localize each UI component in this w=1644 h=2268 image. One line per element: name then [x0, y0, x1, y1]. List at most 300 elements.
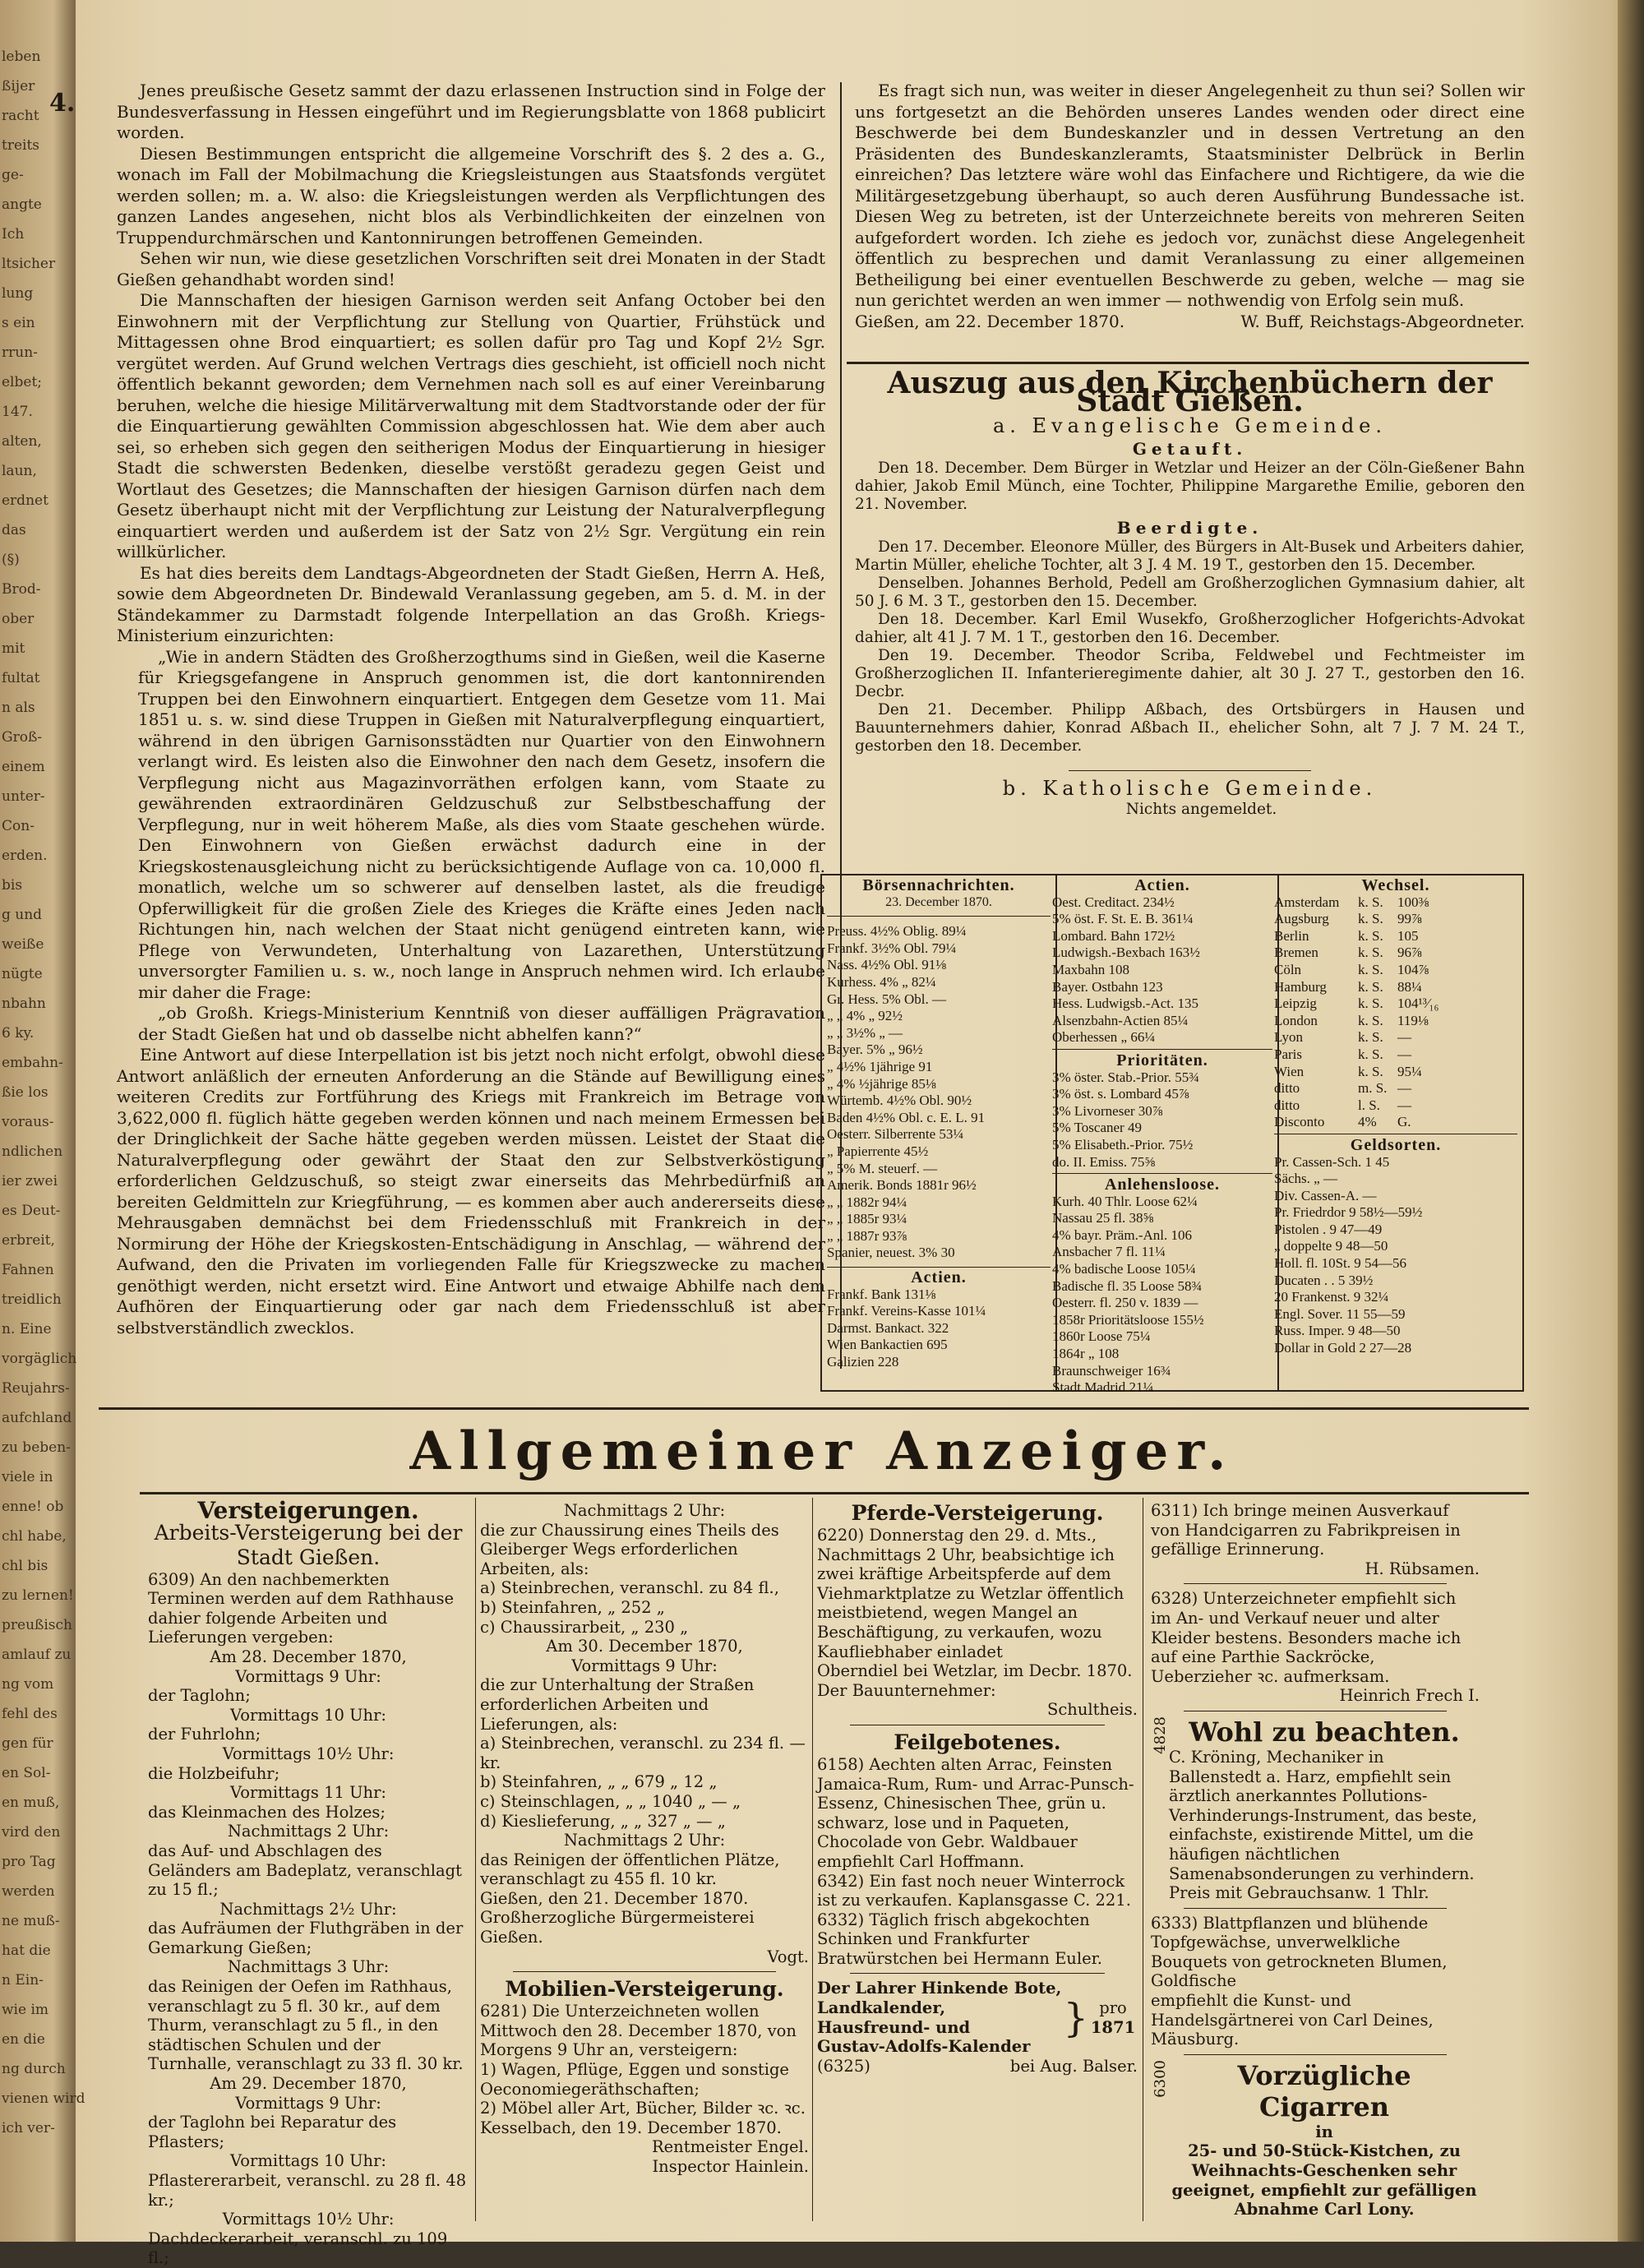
binding-fragment: Reujahrs- — [2, 1380, 70, 1397]
exchange-cell: l. S. — [1358, 1097, 1380, 1113]
binding-fragment: lung — [2, 285, 34, 302]
ad-line: a) Steinbrechen, veranschl. zu 234 fl. — kr. — [480, 1734, 806, 1772]
exchange-cell: k. S. — [1358, 995, 1383, 1012]
signature-name: W. Buff, Reichstags-Abgeordneter. — [1240, 311, 1525, 331]
ad-code: 4828 — [1152, 1716, 1169, 1754]
ad-line: 6311) Ich bringe meinen Ausverkauf von Handcigarren zu Fabrikpreisen in gefällige Erinnerung. — [1151, 1501, 1461, 1559]
exchange-cell: 100⅜ — [1397, 894, 1429, 910]
ad-line: Am 30. December 1870, — [546, 1637, 743, 1656]
exchange-cell: k. S. — [1358, 1029, 1383, 1046]
exchange-row — [1274, 1064, 1517, 1081]
binding-fragment: ltsicher — [2, 256, 56, 272]
binding-fragment: chl habe, — [2, 1528, 67, 1545]
rule — [1052, 1173, 1272, 1174]
catholic-note: Nichts angemeldet. — [1125, 801, 1277, 818]
binding-fragment: leben — [2, 49, 41, 65]
binding-fragment: treits — [2, 137, 40, 154]
binding-fragment: erden. — [2, 848, 48, 864]
ad-line: Dachdeckerarbeit, veranschl. zu 109 fl.; — [148, 2229, 448, 2268]
exchange-row — [1274, 979, 1517, 996]
ad-line: in — [1315, 2122, 1333, 2141]
exchange-cell: 95¼ — [1397, 1063, 1422, 1079]
quote-row: Div. Cassen-A. — — [1274, 1187, 1377, 1203]
quote-row: do. II. Emiss. 75⅝ — [1052, 1153, 1156, 1170]
paragraph: Die Mannschaften der hiesigen Garnison werden seit Anfang October bei den Einwohnern mit der Verpflichtung zur Stellung von Quartier, Frühstück und Mittagessen ohne Brod einquartiert; es sollen dafür pro Tag und Kopf 2½ Sgr. vergütet werden. Auf Grund welchen Vertrags dies geschieht, ist officiell noch nicht öffentlich bekannt geworden; dem Vernehmen nach soll es auf einer Vereinbarung beruhen, welche die hiesige Militärverwaltung mit dem Stadtvorstande oder der für die Einquartierung gewählten Commission abgeschlossen hat. Wie dem aber auch sei, so erheben sich gegen den seitherigen Modus der Einquartierung in hiesiger Stadt die schwersten Bedenken, dieselbe verstößt geradezu gegen Geist und Wortlaut des Gesetzes; die Mannschaften der hiesigen Garnison dürfen nach dem Gesetz überhaupt nicht mit der Verpflichtung zur Leistung der Naturalverpflegung einquartiert werden und außerdem ist der Satz von 2½ Sgr. Vergütung ein rein willkürlicher. — [117, 290, 825, 561]
binding-fragment: Brod- — [2, 581, 41, 598]
exchange-cell: Leipzig — [1274, 995, 1317, 1012]
ad-line: Gustav-Adolfs-Kalender — [817, 2037, 1031, 2057]
binding-fragment: ier zwei — [2, 1173, 58, 1189]
exchange-row — [1274, 1114, 1517, 1131]
ad-line: 6158) Aechten alten Arrac, Feinsten Jamaica-Rum, Rum- und Arrac-Punsch-Essenz, Chinesischen Thee, grün u. schwarz, lose und in Paqueten, Chocolade von Gebr. Waldbauer — [817, 1754, 1134, 1852]
ad-line: empfiehlt die Kunst- und Handelsgärtnerei von Carl Deines, Mäusburg. — [1151, 1991, 1434, 2049]
binding-fragment: erdnet — [2, 492, 48, 509]
binding-fragment: en muß, — [2, 1795, 60, 1811]
quote-row: Badische fl. 35 Loose 58¾ — [1052, 1277, 1203, 1294]
exchange-row — [1274, 928, 1517, 945]
rule — [1052, 1049, 1272, 1050]
ad-line: 25- und 50-Stück-Kistchen, zu Weihnachts-Geschenken sehr geeignet, empfiehlt zur gefälligen Abnahme Carl Lony. — [1171, 2141, 1477, 2219]
rule — [1184, 1583, 1447, 1584]
ad-line: Vormittags 10½ Uhr: — [222, 1744, 395, 1763]
binding-fragment: preußisch — [2, 1617, 73, 1633]
calendar-year: 1871 — [1090, 2017, 1136, 2037]
exchange-cell: ditto — [1274, 1080, 1300, 1097]
ad-line: Kesselbach, den 19. December 1870. — [480, 2118, 782, 2137]
quote-row: Frankf. 3½% Obl. 79¼ — [827, 940, 957, 956]
boerse-title: Börsennachrichten. — [862, 876, 1015, 894]
exchange-row — [1274, 1046, 1517, 1064]
paragraph: Diesen Bestimmungen entspricht die allgemeine Vorschrift des §. 2 des a. G., wonach im Fall der Mobilmachung die Kriegsleistungen aus Staatsfonds vergütet werden sollen; m. a. W. also: die Kriegsleistungen werden als Verpflichtungen des ganzen Landes angesehen, nicht blos als Verbindlichkeiten der einzelnen von Truppendurchmärschen und Kantonnirungen betroffenen Gemeinden. — [117, 143, 825, 247]
binding-fragment: vienen wird — [2, 2090, 85, 2107]
binding-fragment: Ich — [2, 226, 25, 243]
binding-fragment: Fahnen — [2, 1262, 54, 1278]
quote-row: Darmst. Bankact. 322 — [827, 1319, 949, 1336]
rule — [1184, 1908, 1447, 1909]
binding-fragment: g und — [2, 907, 43, 923]
actien-heading: Actien. — [1134, 876, 1190, 894]
binding-fragment: en die — [2, 2031, 45, 2048]
ad-line: Nachmittags 2 Uhr: — [227, 1822, 390, 1841]
quote-row: Oesterr. fl. 250 v. 1839 — — [1052, 1295, 1198, 1311]
binding-fragment: Groß- — [2, 729, 43, 746]
exchange-cell: 104¹³⁄₁₆ — [1397, 995, 1439, 1012]
geldsorten-heading: Geldsorten. — [1350, 1135, 1442, 1154]
binding-fragment: ne muß- — [2, 1913, 60, 1929]
ad-line: b) Steinfahren, „ 252 „ — [480, 1597, 665, 1617]
page-edge — [1618, 0, 1644, 2242]
signature-place: Gießen, am 22. December 1870. — [855, 311, 1125, 331]
ad-line: empfiehlt Carl Hoffmann. — [817, 1851, 1025, 1871]
binding-fragment: n als — [2, 700, 35, 716]
boerse-col-2 — [1047, 875, 1279, 1396]
register-entry: Den 21. December. Philipp Aßbach, des Ortsbürgers in Hausen und Bauunternehmers dahier, Konrad Aßbach II., ehelicher Sohn, alt 7 J. 7 M. 24 T., gestorben den 18. December. — [855, 701, 1525, 755]
ad-line: Rentmeister Engel. — [651, 2137, 809, 2157]
exchange-cell: k. S. — [1358, 1046, 1383, 1062]
quote-row: Amerik. Bonds 1881r 96½ — [827, 1177, 977, 1194]
ad-line: Oberndiel bei Wetzlar, im Decbr. 1870. — [817, 1661, 1133, 1681]
rule — [827, 916, 1051, 917]
quote-row: Pistolen . 9 47—49 — [1274, 1221, 1383, 1237]
quote-row: „ „ 3½% „ — — [827, 1024, 903, 1041]
quote-row: 1860r Loose 75¼ — [1052, 1328, 1151, 1345]
exchange-row — [1274, 945, 1517, 962]
ad-line: 6332) Täglich frisch abgekochten Schinken und Frankfurter Bratwürstchen bei Hermann Euler. — [817, 1910, 1103, 1968]
binding-fragment: werden — [2, 1883, 55, 1900]
binding-fragment: viele in — [2, 1469, 53, 1485]
binding-fragment: racht — [2, 108, 39, 124]
quote-row: Würtemb. 4½% Obl. 90½ — [827, 1092, 972, 1109]
quote-row: Engl. Sover. 11 55—59 — [1274, 1305, 1406, 1322]
exchange-cell: k. S. — [1358, 978, 1383, 995]
quote-row: Bayer. Ostbahn 123 — [1052, 978, 1163, 995]
quote-row: 4% badische Loose 105¼ — [1052, 1261, 1196, 1277]
buried-heading: Beerdigte. — [1116, 518, 1263, 538]
exchange-cell: Cöln — [1274, 961, 1302, 977]
binding-fragment: ndlichen — [2, 1143, 63, 1160]
exchange-cell: — — [1397, 1046, 1411, 1062]
cigar-ad — [1151, 2060, 1480, 2219]
ad-line: 6220) Donnerstag den 29. d. Mts., Nachmittags 2 Uhr, beabsichtige ich zwei kräftige Arbeitspferde auf dem Viehmarktplatze zu Wetzlar öffentlich meistbietend, wegen Mangel an Beschäftigung, zu verkaufen, wozu Kaufliebhaber einladet — [817, 1526, 1124, 1661]
binding-fragment: vird den — [2, 1824, 61, 1841]
ad-line: 6309) An den nachbemerkten Terminen werden auf dem Rathhause dahier folgende Arbeiten und Lieferungen vergeben: — [148, 1569, 455, 1647]
ad-line: b) Steinfahren, „ „ 679 „ 12 „ — [480, 1772, 718, 1792]
exchange-cell: Hamburg — [1274, 978, 1327, 995]
calendar-year-block — [1088, 1998, 1138, 2037]
church-register — [855, 366, 1525, 851]
register-entry: Den 17. December. Eleonore Müller, des Bürgers in Alt-Busek und Arbeiters dahier, Martin Müller, eheliche Tochter, alt 3 J. 4 M. 19 T., gestorben den 15. December. — [855, 538, 1525, 574]
quote-row: Gr. Hess. 5% Obl. — — [827, 991, 946, 1007]
ads-column-3 — [817, 1501, 1138, 2224]
binding-fragment: alten, — [2, 433, 42, 450]
binding-fragment: chl bis — [2, 1558, 48, 1574]
calendar-ad — [817, 1979, 1138, 2056]
binding-fragment: amlauf zu — [2, 1647, 72, 1663]
ad-divider — [475, 1498, 476, 2221]
exchange-row — [1274, 894, 1517, 912]
quote-row: Lombard. Bahn 172½ — [1052, 927, 1175, 944]
ad-line: Großherzogliche Bürgermeisterei Gießen. — [480, 1908, 755, 1947]
quote-row: 5% öst. F. St. E. B. 361¼ — [1052, 911, 1194, 927]
quote-row: 5% Elisabeth.-Prior. 75½ — [1052, 1136, 1194, 1152]
ad-line: die zur Chaussirung eines Theils des Gleiberger Wegs erforderlichen Arbeiten, als: — [480, 1520, 779, 1578]
church-title: Auszug aus den Kirchenbüchern der Stadt Gießen. — [887, 366, 1493, 418]
quote-row: „ „ 1887r 93⅞ — [827, 1227, 907, 1244]
ad-line: das Auf- und Abschlagen des Geländers am Badeplatz, veranschlagt zu 15 fl.; — [148, 1841, 462, 1900]
binding-fragment: zu lernen! — [2, 1587, 74, 1604]
binding-fragment: en Sol- — [2, 1765, 51, 1781]
register-entry: Den 19. December. Theodor Scriba, Feldwebel und Fechtmeister im Großherzoglichen II. Infanterieregimente dahier, alt 30 J. 27 T., gestorben den 16. Decbr. — [855, 647, 1525, 700]
quote-row: Oesterr. Silberrente 53¼ — [827, 1126, 964, 1143]
ad-line: d) Kieslieferung, „ „ 327 „ — „ — [480, 1811, 726, 1831]
ad-code: 6300 — [1152, 2059, 1169, 2098]
quote-row: Dollar in Gold 2 27—28 — [1274, 1340, 1412, 1356]
exchange-cell: m. S. — [1358, 1080, 1388, 1097]
calendar-seller-line — [817, 2057, 1138, 2076]
binding-fragment: ßie los — [2, 1084, 48, 1101]
binding-fragment: ng durch — [2, 2061, 66, 2077]
ad-divider — [812, 1498, 813, 2221]
for-sale-heading: Feilgebotenes. — [894, 1730, 1061, 1754]
page-rule — [99, 1407, 1529, 1410]
quote-row: „ „ 1885r 93¼ — [827, 1211, 907, 1227]
ad-line: Hausfreund- und — [817, 2017, 971, 2037]
ad-line: die Holzbeifuhr; — [148, 1763, 280, 1783]
exchange-cell: k. S. — [1358, 894, 1383, 910]
quote-row: Wien Bankactien 695 — [827, 1337, 948, 1353]
exchange-cell: k. S. — [1358, 1063, 1383, 1079]
ad-line: Landkalender, — [817, 1998, 945, 2018]
quote-row: Bayer. 5% „ 96½ — [827, 1042, 923, 1058]
rule — [1184, 2054, 1447, 2055]
binding-fragment: rrun- — [2, 344, 38, 361]
exchange-cell: 99⅞ — [1397, 911, 1422, 927]
exchange-cell: Amsterdam — [1274, 894, 1340, 910]
ad-line: Gießen, den 21. December 1870. — [480, 1888, 749, 1908]
ad-line: 6281) Die Unterzeichneten wollen Mittwoch den 28. December 1870, von Morgens 9 Uhr an, versteigern: — [480, 2002, 797, 2060]
furniture-auction-heading: Mobilien-Versteigerung. — [505, 1977, 784, 2002]
exchange-cell: 105 — [1397, 927, 1419, 944]
quote-row: Pr. Cassen-Sch. 1 45 — [1274, 1153, 1390, 1170]
exchange-cell: G. — [1397, 1114, 1411, 1130]
exchange-cell: Paris — [1274, 1046, 1302, 1062]
paragraph: Es hat dies bereits dem Landtags-Abgeordneten der Stadt Gießen, Herrn A. Heß, sowie dem Abgeordneten Dr. Bindewald Veranlassung gegeben, am 5. d. M. in der Ständekammer zu Darmstadt folgende Interpellation an das Großh. Kriegs-Ministerium einzurichten: — [117, 562, 825, 645]
ad-line: Am 28. December 1870, — [210, 1647, 407, 1666]
anlehensloose-heading: Anlehensloose. — [1104, 1176, 1221, 1194]
ad-line: 6342) Ein fast noch neuer Winterrock ist zu verkaufen. Kaplansgasse C. 221. — [817, 1871, 1131, 1910]
quote-row: Spanier, neuest. 3% 30 — [827, 1245, 955, 1261]
binding-fragment: weiße — [2, 936, 44, 953]
binding-fragment: bis — [2, 877, 23, 894]
ad-line: das Kleinmachen des Holzes; — [148, 1802, 386, 1822]
quote-row: „ „ 1882r 94¼ — [827, 1194, 907, 1210]
binding-fragment: einem — [2, 759, 45, 775]
ad-line: a) Steinbrechen, veranschl. zu 84 fl., — [480, 1578, 779, 1598]
quote-row: Kurhess. 4% „ 82¼ — [827, 973, 936, 990]
quote-row: Braunschweiger 16¾ — [1052, 1362, 1171, 1379]
interpellation-question: „ob Großh. Kriegs-Ministerium Kenntniß von dieser auffälligen Prägravation der Stadt Gießen hat und ob dasselbe nicht abhelfen kann?“ — [138, 1003, 825, 1044]
quote-row: Baden 4½% Obl. c. E. L. 91 — [827, 1109, 986, 1125]
ad-line: Der Bauunternehmer: — [817, 1680, 996, 1700]
short-rule — [1069, 770, 1311, 771]
signature-line — [855, 312, 1525, 333]
ad-line: Schultheis. — [1046, 1700, 1138, 1720]
exchange-cell: Bremen — [1274, 945, 1318, 961]
quote-row: Kurh. 40 Thlr. Loose 62¼ — [1052, 1193, 1198, 1209]
quote-row: „ Papierrente 45½ — [827, 1143, 929, 1159]
exchange-cell: Lyon — [1274, 1029, 1303, 1046]
exchange-cell: 119⅛ — [1397, 1012, 1429, 1028]
ad-line: Pflastererarbeit, veranschl. zu 28 fl. 48 kr.; — [148, 2171, 467, 2210]
calendar-code: (6325) — [817, 2056, 870, 2076]
binding-fragment: embahn- — [2, 1055, 63, 1071]
binding-fragment: ober — [2, 611, 35, 627]
rule — [513, 1971, 776, 1972]
ad-line: Vormittags 11 Uhr: — [230, 1783, 386, 1803]
ad-line: Vogt. — [767, 1947, 809, 1966]
exchange-cell: London — [1274, 1012, 1318, 1028]
section-rule — [847, 362, 1529, 364]
binding-fragment: mit — [2, 640, 25, 657]
advertiser-banner: Allgemeiner Anzeiger. — [409, 1420, 1235, 1482]
stock-exchange-table — [820, 874, 1524, 1396]
quote-row: Preuss. 4½% Oblig. 89¼ — [827, 923, 967, 940]
binding-fragment: pro Tag — [2, 1854, 56, 1870]
exchange-row — [1274, 1097, 1517, 1115]
exchange-cell: 4% — [1358, 1114, 1377, 1130]
quote-row: Frankf. Vereins-Kasse 101¼ — [827, 1303, 986, 1319]
binding-fragment: ßijer — [2, 78, 35, 95]
quote-row: Galizien 228 — [827, 1354, 899, 1370]
quote-row: Nassau 25 fl. 38⅝ — [1052, 1210, 1154, 1226]
quote-row: Ludwigsh.-Bexbach 163½ — [1052, 945, 1200, 961]
exchange-row — [1274, 1013, 1517, 1030]
ad-line: Vormittags 10½ Uhr: — [222, 2210, 395, 2229]
exchange-cell: k. S. — [1358, 961, 1383, 977]
ad-line: 6328) Unterzeichneter empfiehlt sich im An- und Verkauf neuer und alter Kleider bestens. Besonders mache ich auf eine Parthie Sackröcke, Ueberzieher ꝛc. aufmerksam. — [1151, 1589, 1462, 1686]
rule — [850, 1973, 1105, 1974]
ad-line: c) Steinschlagen, „ „ 1040 „ — „ — [480, 1791, 741, 1811]
exchange-cell: 96⅞ — [1397, 945, 1422, 961]
quote-row: Maxbahn 108 — [1052, 961, 1129, 977]
binding-fragment: 6 ky. — [2, 1025, 35, 1042]
ad-line: 2) Möbel aller Art, Bücher, Bilder ꝛc. ꝛc. — [480, 2099, 806, 2118]
exchange-cell: — — [1397, 1029, 1411, 1046]
quote-row: 5% Toscaner 49 — [1052, 1120, 1142, 1136]
quote-row: Holl. fl. 10St. 9 54—56 — [1274, 1255, 1407, 1272]
quote-row: Ansbacher 7 fl. 11¼ — [1052, 1244, 1166, 1260]
binding-fragment: wie im — [2, 2002, 49, 2018]
ad-line: c) Chaussirarbeit, „ 230 „ — [480, 1617, 689, 1637]
quote-row: „ „ 4% „ 92½ — [827, 1008, 903, 1024]
binding-fragment: zu beben- — [2, 1439, 71, 1456]
ads-column-2 — [480, 1501, 809, 2224]
quote-row: 1858r Prioritätsloose 155½ — [1052, 1311, 1204, 1328]
interpellation-quote: „Wie in andern Städten des Großherzogthums sind in Gießen, weil die Kaserne für Kriegsgefangene in Anspruch genommen ist, die dort kantonnirenden Truppen bei den Einwohnern einquartiert. Entgegen dem Gesetze vom 11. Mai 1851 u. s. w. sind diese Truppen in Gießen mit Naturalverpflegung einquartiert, während in den übrigen Garnisonsstädten nur Quartier von den Einwohnern verlangt wird. Es leisten also die Einwohner den nach dem Gesetz, insofern die Verpflegung nicht aus Magazinvorräthen erfolgen kann, vom Staate zu gewährenden extraordinären Geldzuschuß zur Selbstbeschaffung der Verpflegung, nur in weit höherem Maße, als dies vom Staate geschehen würde. Den Einwohnern von Gießen erwächst dadurch eine in der Kriegskostenausgleichung nicht zu berücksichtigende Auflage von ca. 10,000 fl. monatlich, welche um so schwerer auf denselben lastet, als die freudige Opferwilligkeit für die großen Ziele des Krieges die Kräfte eines Jeden nach Richtungen hin, nach welchen der Staat nicht genügend eintreten kann, wie Pflege von Verwundeten, Unterhaltung von Lazarethen, Unterstützung unversorgter Familien u. s. w., noch lange in Anspruch nehmen wird. Ich erlaube mir daher die Frage: — [138, 646, 825, 1002]
boerse-col-1 — [822, 875, 1057, 1390]
binding-fragment: hat die — [2, 1942, 51, 1959]
exchange-cell: — — [1397, 1080, 1411, 1097]
quote-row: Alsenzbahn-Actien 85¼ — [1052, 1012, 1189, 1028]
evangelical-heading: a. Evangelische Gemeinde. — [992, 414, 1388, 437]
ad-line: 1) Wagen, Pflüge, Eggen und sonstige Oeconomiegeräthschaften; — [480, 2060, 789, 2099]
actien-heading: Actien. — [911, 1268, 967, 1287]
ad-line: Vormittags 10 Uhr: — [230, 1705, 386, 1725]
paragraph: Es fragt sich nun, was weiter in dieser Angelegenheit zu thun sei? Sollen wir uns fortgesetzt an die Behörden unseres Landes wenden oder direct eine Beschwerde bei dem Bundeskanzler und in dessen Vertretung an den Präsidenten des Bundeskanzleramts, Staatsminister Delbrück in Berlin einreichen? Das letztere wäre wohl das Einfachere und Richtigere, da wie die Militärgesetzgebung überhaupt, so auch deren Ausführung Bundessache ist. Diesen Weg zu betreten, ist der Unterzeichnete bereits von mehreren Seiten aufgefordert worden. Ich ziehe es jedoch vor, zunächst diese Angelegenheit öffentlich zu besprechen und damit Veranlassung zu einer allgemeinen Betheiligung bei einer eventuellen Beschwerde zu geben, welche — mag sie nun gerichtet werden an wen immer — nothwendig von Erfolg sein muß. — [855, 81, 1525, 310]
quote-row: „ 4½% 1jährige 91 — [827, 1058, 933, 1074]
binding-fragment: gen für — [2, 1735, 53, 1752]
quote-row: Stadt Madrid 21¼ — [1052, 1379, 1154, 1396]
quote-row: „ 4% ½jährige 85⅛ — [827, 1075, 936, 1092]
exchange-row — [1274, 1029, 1517, 1046]
quote-row: 1864r „ 108 — [1052, 1346, 1120, 1362]
paragraph: Eine Antwort auf diese Interpellation ist bis jetzt noch nicht erfolgt, obwohl diese Antwort anläßlich der erneuten Anforderung an die Stände auf Bewilligung eines weiteren Credits zur Fortführung des Kriegs mit Frankreich im Betrage von 3,622,000 fl. füglich hätte gegeben werden können und nach meinem Ermessen bei der Dringlichkeit der Sache hätte gegeben werden müssen. Leistet der Staat die Naturalverpflegung oder gewährt der Staat den zur Selbstverköstigung erforderlichen Geldzuschuß, so steigt zwar einerseits das Mehrbedürfniß an bereiten Geldmitteln zur Kriegführung, — es kommen aber auch andererseits diese Mehrausgaben demnächst bei dem Friedensschluß mit Frankreich in der Normirung der Höhe der Kriegskosten-Entschädigung in Anschlag, — während der Aufwand, den die Privaten im vorliegenden Falle für Kriegszwecke zu machen genöthigt werden, nicht ersetzt wird. Eine Antwort und etwaige Abhilfe nach dem Aufhören der Einquartierung oder gar nach dem Friedensschluß ist aber selbstverständlich zwecklos. — [117, 1045, 825, 1337]
binding-fragment: s ein — [2, 315, 35, 331]
quote-row: 20 Frankenst. 9 32¼ — [1274, 1289, 1389, 1305]
quote-row: Frankf. Bank 131⅛ — [827, 1286, 936, 1302]
paragraph: Jenes preußische Gesetz sammt der dazu erlassenen Instruction sind in Folge der Bundesverfassung in Hessen eingeführt und im Regierungsblatte von 1868 publicirt worden. — [117, 81, 825, 142]
binding-fragment: ich ver- — [2, 2120, 55, 2136]
exchange-cell: k. S. — [1358, 1012, 1383, 1028]
binding-fragment: unter- — [2, 788, 45, 805]
ad-line: Nachmittags 2½ Uhr: — [219, 1899, 397, 1919]
exchange-cell: 104⅞ — [1397, 961, 1429, 977]
boerse-col-3 — [1269, 875, 1522, 1390]
quote-row: Russ. Imper. 9 48—50 — [1274, 1323, 1401, 1339]
ads-column-4 — [1151, 1501, 1480, 2224]
catholic-heading: b. Katholische Gemeinde. — [1002, 777, 1378, 800]
binding-fragment: laun, — [2, 463, 37, 479]
register-entry: Den 18. December. Karl Emil Wusekfo, Großherzoglicher Hofgerichts-Advokat dahier, alt 41 J. 7 M. 1 T., gestorben den 16. December. — [855, 611, 1525, 646]
wechsel-heading: Wechsel. — [1361, 876, 1430, 894]
right-article-column — [855, 81, 1525, 376]
ad-line: Am 29. December 1870, — [210, 2074, 407, 2094]
ad-line: Vormittags 10 Uhr: — [230, 2151, 386, 2171]
boerse-date: 23. December 1870. — [885, 894, 992, 909]
horse-auction-heading: Pferde-Versteigerung. — [851, 1501, 1104, 1525]
ad-line: Nachmittags 3 Uhr: — [227, 1957, 390, 1977]
ad-line: das Reinigen der Oefen im Rathhaus, veranschlagt zu 5 fl. 30 kr., auf dem Thurm, veranschlagt zu 5 fl., in den städtischen Schulen und der Turnhalle, veranschlagt zu 33 fl. 30 kr. — [148, 1977, 464, 2074]
binding-fragment: Con- — [2, 818, 35, 834]
binding-fragment: aufchland — [2, 1410, 72, 1426]
ad-line: der Taglohn bei Reparatur des Pflasters; — [148, 2113, 397, 2151]
exchange-cell: — — [1397, 1097, 1411, 1113]
brace: } — [1063, 1994, 1088, 2041]
ad-line: Vormittags 9 Uhr: — [571, 1656, 718, 1675]
exchange-cell: Wien — [1274, 1063, 1305, 1079]
exchange-cell: k. S. — [1358, 927, 1383, 944]
quote-row: Oest. Creditact. 234½ — [1052, 894, 1175, 910]
binding-fragment: enne! ob — [2, 1499, 64, 1515]
binding-fragment: angte — [2, 196, 42, 213]
ad-line: der Fuhrlohn; — [148, 1725, 261, 1744]
ad-line: die zur Unterhaltung der Straßen erforderlichen Arbeiten und Lieferungen, als: — [480, 1675, 755, 1734]
rule — [827, 1267, 1051, 1268]
calendar-seller: bei Aug. Balser. — [1009, 2056, 1138, 2076]
binding-fragment: nbahn — [2, 995, 46, 1012]
binding-fragment: voraus- — [2, 1114, 54, 1130]
binding-fragment: es Deut- — [2, 1203, 61, 1219]
binding-fragment: vorgäglich — [2, 1351, 77, 1367]
ad-line: Vormittags 9 Uhr: — [235, 1666, 381, 1686]
prioritaeten-heading: Prioritäten. — [1116, 1051, 1208, 1069]
quote-row: „ 5% M. steuerf. — — [827, 1160, 938, 1176]
ad-line: H. Rübsamen. — [1365, 1559, 1480, 1578]
ad-line: das Aufräumen der Fluthgräben in der Gemarkung Gießen; — [148, 1919, 464, 1957]
binding-fragment: ge- — [2, 167, 24, 183]
ad-line: der Taglohn; — [148, 1686, 251, 1706]
binding-fragment: fultat — [2, 670, 40, 686]
ad-line: Der Lahrer Hinkende Bote, — [817, 1979, 1062, 1998]
exchange-cell: k. S. — [1358, 911, 1383, 927]
binding-fragment: ng vom — [2, 1676, 54, 1693]
register-entry: Den 18. December. Dem Bürger in Wetzlar und Heizer an der Cöln-Gießener Bahn dahier, Jakob Emil Münch, eine Tochter, Philippine Margarethe Emilie, geboren den 21. November. — [855, 460, 1525, 513]
ad-line: C. Kröning, Mechaniker in Ballenstedt a. Harz, empfiehlt sein ärztlich anerkanntes Pollutions-Verhinderungs-Instrument, das beste, einfachste, existirende Mittel, um die häufigen nächtlichen Samenabsonderungen zu verhindern. Preis mit Gebrauchsanw. 1 Thlr. — [1169, 1747, 1477, 1903]
quote-row: 4% bayr. Präm.-Anl. 106 — [1052, 1226, 1192, 1243]
ad-line: Vormittags 9 Uhr: — [235, 2093, 381, 2113]
auction-subheading: Arbeits-Versteigerung bei der Stadt Gießen. — [154, 1520, 463, 1569]
page-number: 4. — [49, 89, 76, 118]
quote-row: Hess. Ludwigsb.-Act. 135 — [1052, 995, 1199, 1012]
exchange-cell: Disconto — [1274, 1114, 1325, 1130]
binding-fragment: n. Eine — [2, 1321, 52, 1337]
ad-line: Nachmittags 2 Uhr: — [563, 1831, 726, 1850]
wohl-heading: Wohl zu beachten. — [1189, 1716, 1460, 1748]
binding-fragment: 147. — [2, 404, 33, 420]
ad-line: Goldfische — [1151, 1971, 1237, 1991]
baptized-heading: Getauft. — [1132, 439, 1248, 459]
exchange-cell: k. S. — [1358, 945, 1383, 961]
